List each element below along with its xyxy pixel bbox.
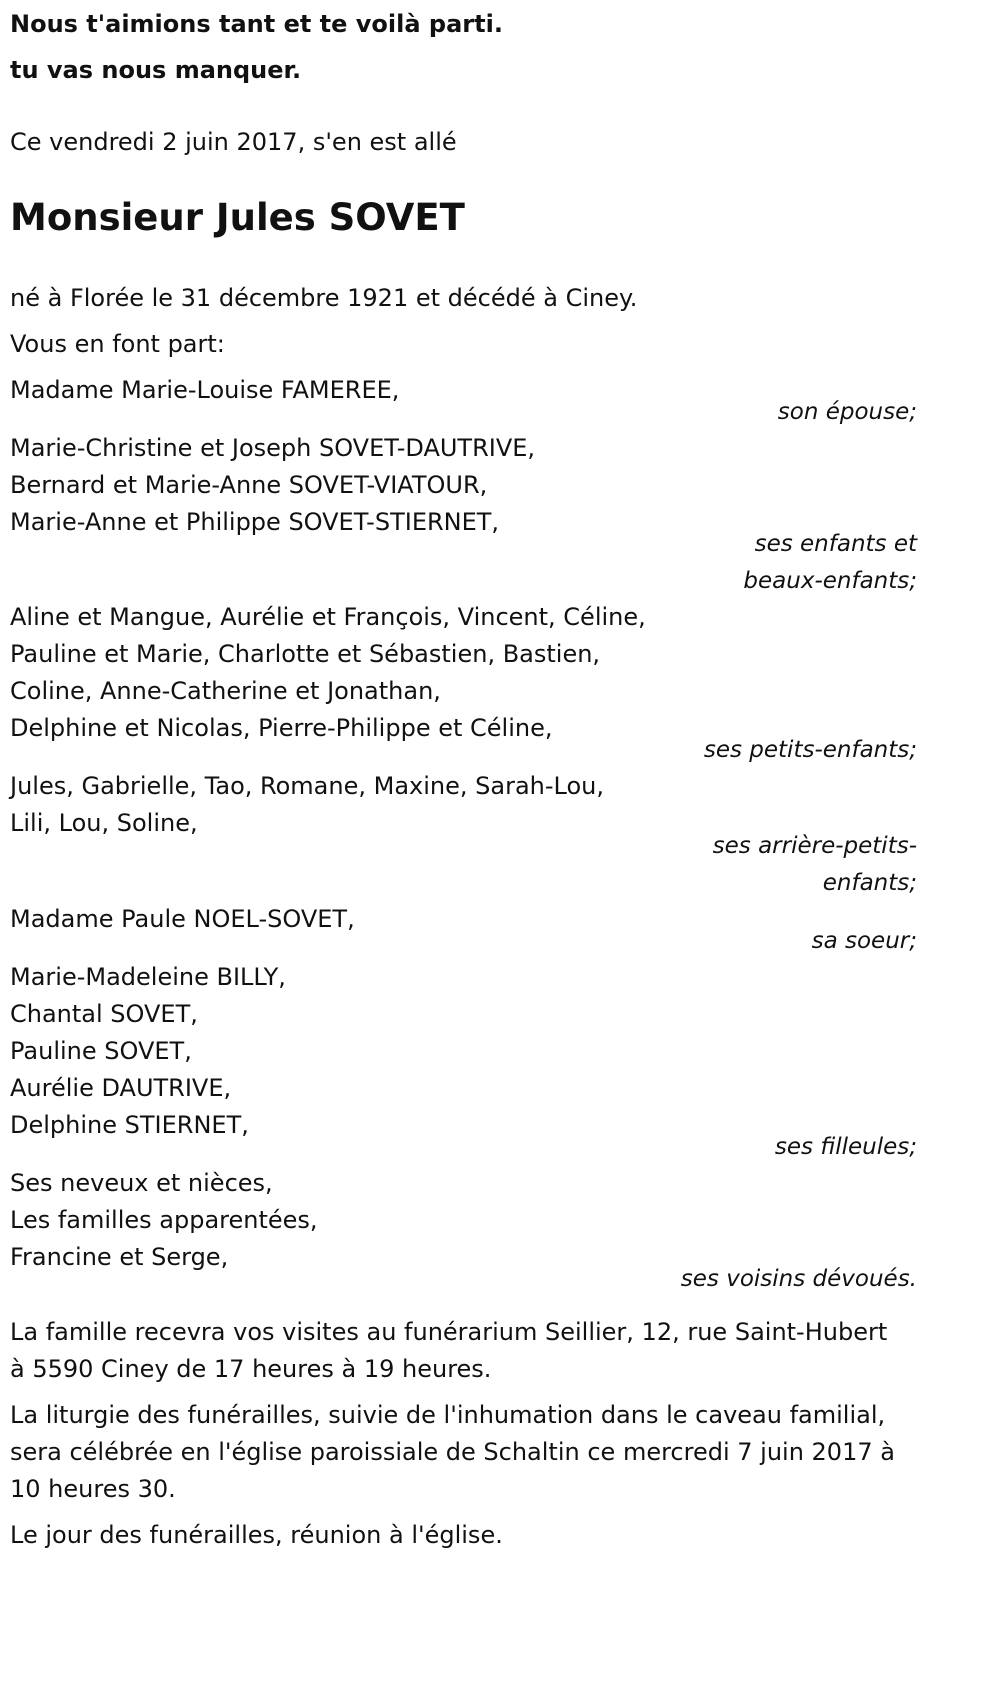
grandchild-names: Coline, Anne-Catherine et Jonathan, xyxy=(10,677,441,705)
heading-line-2: tu vas nous manquer. xyxy=(10,56,302,84)
goddaughter-name: Pauline SOVET, xyxy=(10,1037,192,1065)
liturgy-text: sera célébrée en l'église paroissiale de Schaltin ce mercredi 7 juin 2017 à xyxy=(10,1438,895,1466)
grandchild-names: Delphine et Nicolas, Pierre-Philippe et Céline, xyxy=(10,714,553,742)
spouse-name: Madame Marie-Louise FAMEREE, xyxy=(10,376,400,404)
children-relation: ses enfants et xyxy=(754,531,917,557)
grandchild-names: Aline et Mangue, Aurélie et François, Vincent, Céline, xyxy=(10,603,646,631)
great-grandchildren-relation: enfants; xyxy=(822,870,917,896)
family-line: Les familles apparentées, xyxy=(10,1206,318,1234)
goddaughter-name: Aurélie DAUTRIVE, xyxy=(10,1074,232,1102)
sister-name: Madame Paule NOEL-SOVET, xyxy=(10,905,355,933)
intro-text: Ce vendredi 2 juin 2017, s'en est allé xyxy=(10,128,457,156)
sister-relation: sa soeur; xyxy=(811,928,917,954)
neighbours-relation: ses voisins dévoués. xyxy=(680,1266,917,1292)
goddaughters-relation: ses filleules; xyxy=(774,1134,917,1160)
goddaughter-name: Marie-Madeleine BILLY, xyxy=(10,963,286,991)
child-name: Marie-Christine et Joseph SOVET-DAUTRIVE, xyxy=(10,434,536,462)
spouse-relation: son épouse; xyxy=(777,399,917,425)
great-grandchild-names: Jules, Gabrielle, Tao, Romane, Maxine, Sarah-Lou, xyxy=(10,772,604,800)
goddaughter-name: Chantal SOVET, xyxy=(10,1000,198,1028)
heading-line-1: Nous t'aimions tant et te voilà parti. xyxy=(10,10,503,38)
family-line: Ses neveux et nièces, xyxy=(10,1169,273,1197)
deceased-name: Monsieur Jules SOVET xyxy=(10,196,465,239)
grandchild-names: Pauline et Marie, Charlotte et Sébastien, Bastien, xyxy=(10,640,601,668)
liturgy-text: 10 heures 30. xyxy=(10,1475,176,1503)
goddaughter-name: Delphine STIERNET, xyxy=(10,1111,249,1139)
announce-text: Vous en font part: xyxy=(10,330,225,358)
liturgy-text: La liturgie des funérailles, suivie de l'inhumation dans le caveau familial, xyxy=(10,1401,886,1429)
great-grandchild-names: Lili, Lou, Soline, xyxy=(10,809,198,837)
children-relation: beaux-enfants; xyxy=(743,568,917,594)
visits-text: La famille recevra vos visites au funérarium Seillier, 12, rue Saint-Hubert xyxy=(10,1318,888,1346)
child-name: Bernard et Marie-Anne SOVET-VIATOUR, xyxy=(10,471,488,499)
visits-text: à 5590 Ciney de 17 heures à 19 heures. xyxy=(10,1355,492,1383)
child-name: Marie-Anne et Philippe SOVET-STIERNET, xyxy=(10,508,500,536)
great-grandchildren-relation: ses arrière-petits- xyxy=(712,833,917,859)
grandchildren-relation: ses petits-enfants; xyxy=(703,737,917,763)
closing-text: Le jour des funérailles, réunion à l'église. xyxy=(10,1521,503,1549)
neighbour-names: Francine et Serge, xyxy=(10,1243,229,1271)
birth-death-text: né à Florée le 31 décembre 1921 et décédé à Ciney. xyxy=(10,284,638,312)
